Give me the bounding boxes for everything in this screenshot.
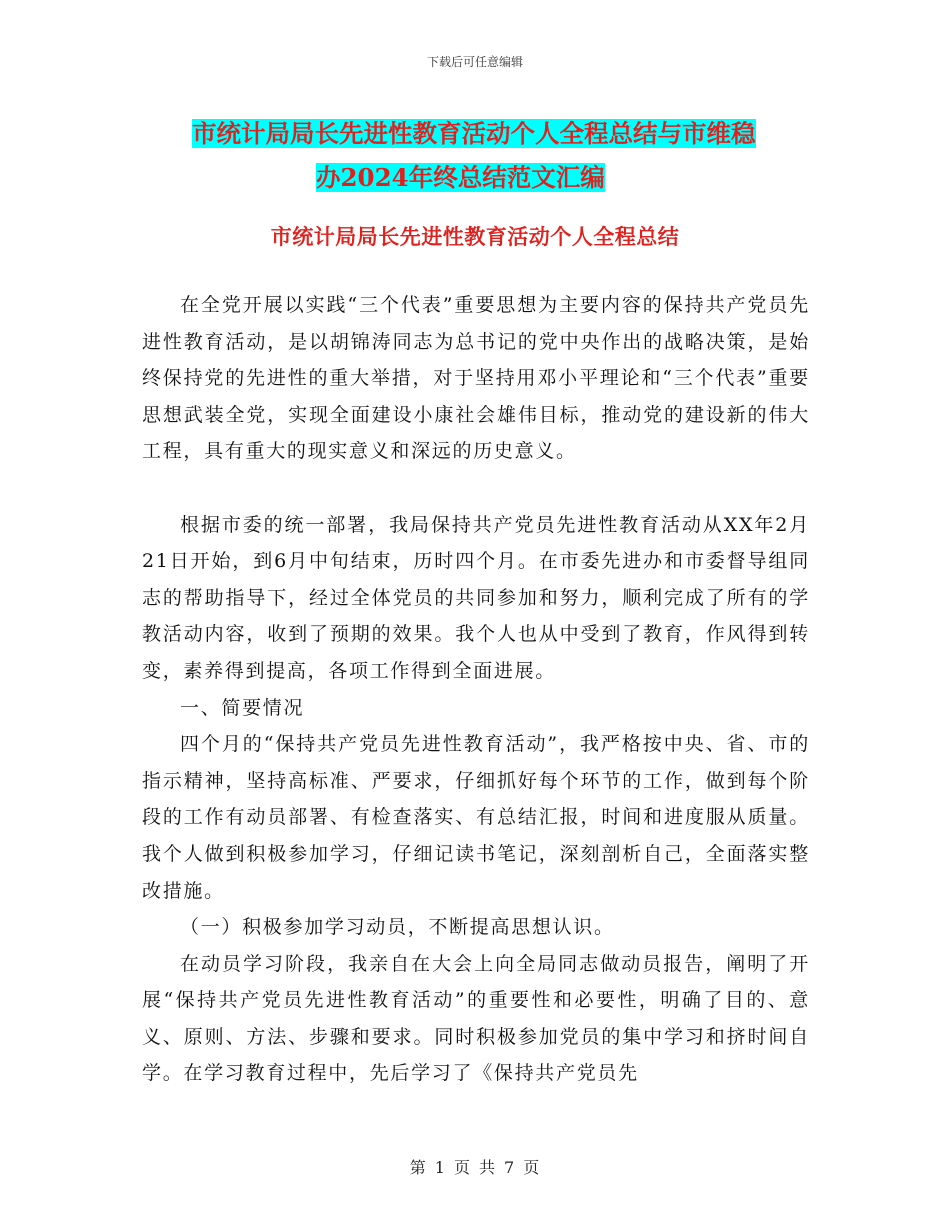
heading-brief-situation: 一、简要情况	[180, 696, 305, 719]
body-text	[142, 287, 810, 1092]
title-line-2	[140, 156, 820, 200]
heading-study-mobilization: （一）积极参加学习动员，不断提高思想认识。	[180, 916, 615, 939]
footer-page-number: 1	[434, 1158, 446, 1177]
title-line-1-text: 市统计局局长先进性教育活动个人全程总结与市维稳	[192, 119, 756, 148]
footer-page-label: 第	[409, 1158, 427, 1177]
footer-page-unit: 页	[453, 1158, 471, 1177]
page-footer	[0, 1155, 950, 1178]
footer-total-pages: 7	[504, 1158, 516, 1177]
header-note: 下载后可任意编辑	[426, 55, 523, 69]
paragraph-deployment: 根据市委的统一部署，我局保持共产党员先进性教育活动从XX年2月21日开始，到6月中旬结束，历时四个月。在市委先进办和市委督导组同志的帮助指导下，经过全体党员的共同参加和努力，顺利完成了所有的学教活动内容，收到了预期的效果。我个人也从中受到了教育，作风得到转变，素养得到提高，各项工作得到全面进展。	[142, 513, 810, 682]
section-title: 市统计局局长先进性教育活动个人全程总结	[270, 224, 680, 249]
paragraph-study-stage: 在动员学习阶段，我亲自在大会上向全局同志做动员报告，阐明了开展“保持共产党员先进性教育活动”的重要性和必要性，明确了目的、意义、原则、方法、步骤和要求。同时积极参加党员的集中学习和挤时间自学。在学习教育过程中，先后学习了《保持共产党员先	[142, 952, 810, 1085]
footer-total-label: 共	[479, 1158, 497, 1177]
document-title	[140, 112, 820, 200]
title-line-2-text: 办2024年终总结范文汇编	[316, 163, 605, 192]
footer-total-unit: 页	[523, 1158, 541, 1177]
paragraph-four-months: 四个月的“保持共产党员先进性教育活动”，我严格按中央、省、市的指示精神，坚持高标准、严要求，仔细抓好每个环节的工作，做到每个阶段的工作有动员部署、有检查落实、有总结汇报，时间和进度服从质量。我个人做到积极参加学习，仔细记读书笔记，深刻剖析自己，全面落实整改措施。	[142, 733, 810, 902]
paragraph-intro: 在全党开展以实践“三个代表”重要思想为主要内容的保持共产党员先进性教育活动，是以胡锦涛同志为总书记的党中央作出的战略决策，是始终保持党的先进性的重大举措，对于坚持用邓小平理论和“三个代表”重要思想武装全党，实现全面建设小康社会雄伟目标，推动党的建设新的伟大工程，具有重大的现实意义和深远的历史意义。	[142, 294, 810, 463]
title-line-1	[140, 112, 820, 156]
